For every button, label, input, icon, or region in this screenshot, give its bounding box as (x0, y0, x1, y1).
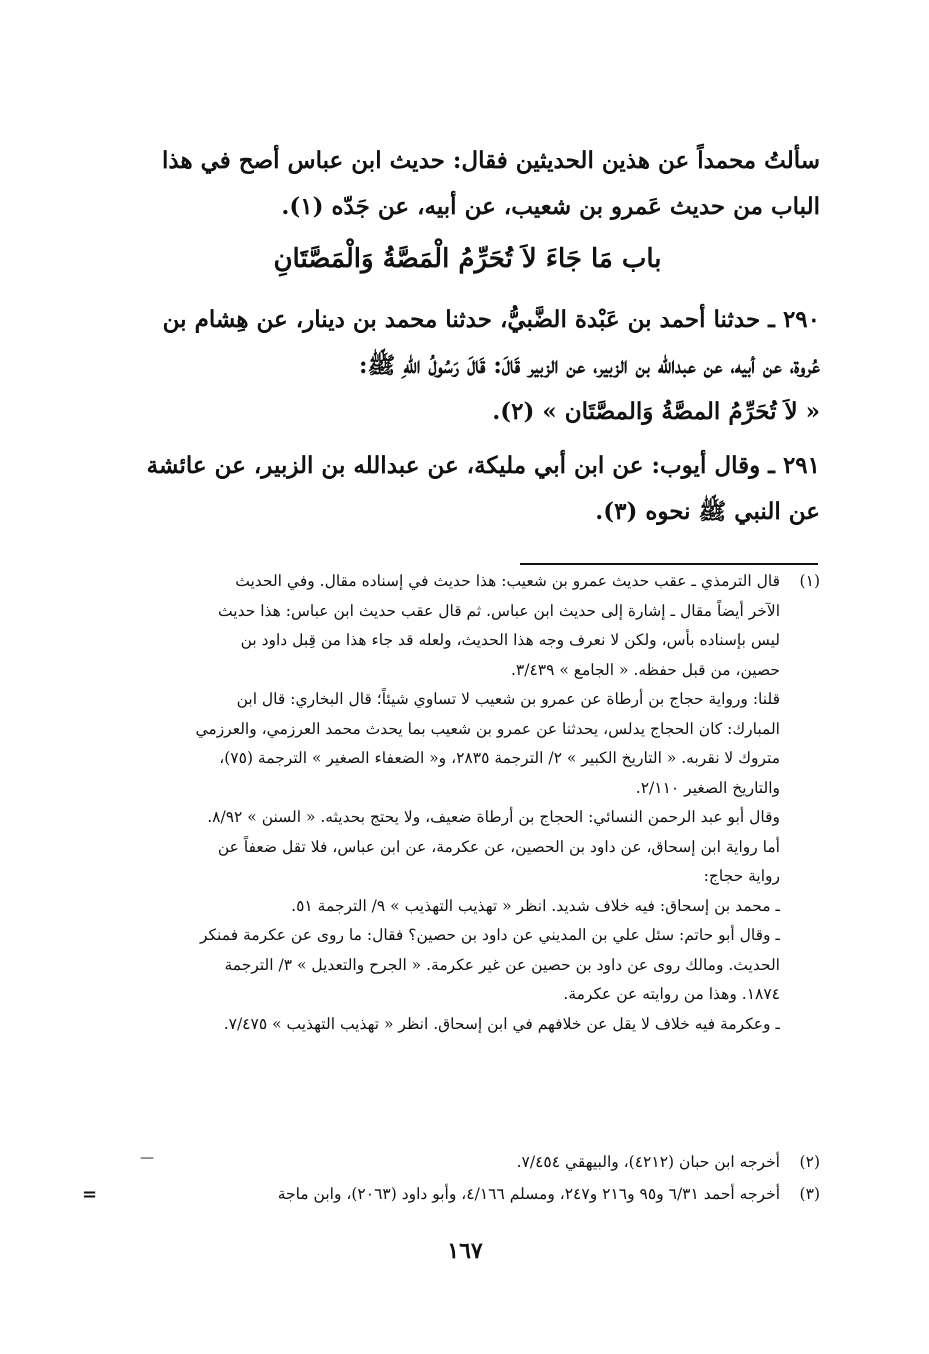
footnote-line: ـ وقال أبو حاتم: سئل علي بن المديني عن داود بن حصين؟ فقال: ما روى عن عكرمة فمنكر (199, 926, 780, 944)
footnote-line: وقال أبو عبد الرحمن النسائي: الحجاج بن أرطاة ضعيف، ولا يحتج بحديثه. « السنن » ٨/٩٢. (207, 808, 780, 826)
footnote-line: المبارك: كان الحجاج يدلس، يحدثنا عن عمرو بن شعيب بما يحدث محمد العرزمي، والعرزمي (195, 719, 780, 738)
footnote-line: أما رواية ابن إسحاق، عن داود بن الحصين، عن عكرمة، عن ابن عباس، فلا تقل ضعفاً عن (217, 837, 780, 856)
footnote-line: ـ وعكرمة فيه خلاف لا يقل عن خلافهم في ابن إسحاق. انظر « تهذيب التهذيب » ٧/٤٧٥. (223, 1014, 780, 1033)
hadith-291 (115, 443, 820, 535)
footnote-1 (115, 567, 820, 1039)
hadith-line: عن النبي ﷺ نحوه (٣). (595, 498, 820, 525)
hadith-line: عُروة، عن أبيه، عن عبدالله بن الزبير، عن الزبير قَالَ: قَالَ رَسُولُ اللهِ ﷺ: (359, 352, 820, 379)
footnote-number: (١) (799, 572, 820, 590)
footnote-number: (٣) (799, 1185, 820, 1203)
footnote-line: ١٨٧٤. وهذا من روايته عن عكرمة. (563, 985, 780, 1003)
footnote-3 (115, 1180, 820, 1210)
footnote-line: حصين، من قبل حفظه. « الجامع » ٣/٤٣٩. (510, 660, 780, 679)
footnote-line: أخرجه ابن حبان (٤٢١٢)، والبيهقي ٧/٤٥٤. (516, 1153, 780, 1171)
intro-paragraph (115, 138, 820, 230)
footnote-line: قال الترمذي ـ عقب حديث عمرو بن شعيب: هذا حديث في إسناده مقال. وفي الحديث (235, 572, 780, 590)
footnote-line: ـ محمد بن إسحاق: فيه خلاف شديد. انظر « تهذيب التهذيب » ٩/ الترجمة ٥١. (291, 896, 780, 915)
footnote-line: والتاريخ الصغير ٢/١١٠. (635, 778, 780, 797)
footnote-2 (115, 1148, 820, 1178)
intro-line: سألتُ محمداً عن هذين الحديثين فقال: حديث ابن عباس أصح في هذا (161, 147, 820, 174)
footnote-line: الآخر أيضاً مقال ـ إشارة إلى حديث ابن عباس. ثم قال عقب حديث ابن عباس: هذا حديث (218, 601, 780, 620)
footnote-line: الحديث. ومالك روى عن داود بن حصين عن غير عكرمة. « الجرح والتعديل » ٣/ الترجمة (224, 955, 780, 974)
footnote-line: متروك لا نقربه. « التاريخ الكبير » ٢/ الترجمة ٢٨٣٥، و« الضعفاء الصغير » الترجمة (٧٥)، (219, 749, 780, 767)
continuation-mark: = (82, 1184, 98, 1205)
footnote-number: (٢) (799, 1153, 820, 1171)
footnote-line: رواية حجاج: (703, 867, 780, 885)
dash-mark: — (140, 1150, 154, 1166)
intro-line: الباب من حديث عَمرو بن شعيب، عن أبيه، عن جَدّه (١). (281, 193, 820, 220)
hadith-290 (115, 297, 820, 435)
footnote-line: ليس بإسناده بأس، ولكن لا نعرف وجه هذا الحديث، ولعله قد جاء هذا من قِبل داود بن (240, 631, 780, 649)
page-number: ١٦٧ (447, 1238, 483, 1264)
footnote-line: أخرجه أحمد ٦/٣١ و٩٥ و٢١٦ و٢٤٧، ومسلم ٤/١٦٦، وأبو داود (٢٠٦٣)، وابن ماجة (277, 1185, 780, 1203)
footnote-separator (520, 563, 818, 565)
hadith-line: ٢٩٠ ـ حدثنا أحمد بن عَبْدة الضَّبيُّ، حدثنا محمد بن دينار، عن هِشام بن (162, 306, 820, 333)
footnote-line: قلنا: ورواية حجاج بن أرطاة عن عمرو بن شعيب لا تساوي شيئاً؛ قال البخاري: قال ابن (236, 690, 780, 708)
hadith-line: ٢٩١ ـ وقال أيوب: عن ابن أبي مليكة، عن عبدالله بن الزبير، عن عائشة (146, 452, 820, 479)
chapter-heading: باب مَا جَاءَ لاَ تُحَرِّمُ الْمَصَّةُ وَالْمَصَّتَانِ (273, 244, 662, 274)
hadith-line: « لاَ تُحَرِّمُ المصَّةُ وَالمصَّتَان » (٢). (492, 398, 820, 425)
